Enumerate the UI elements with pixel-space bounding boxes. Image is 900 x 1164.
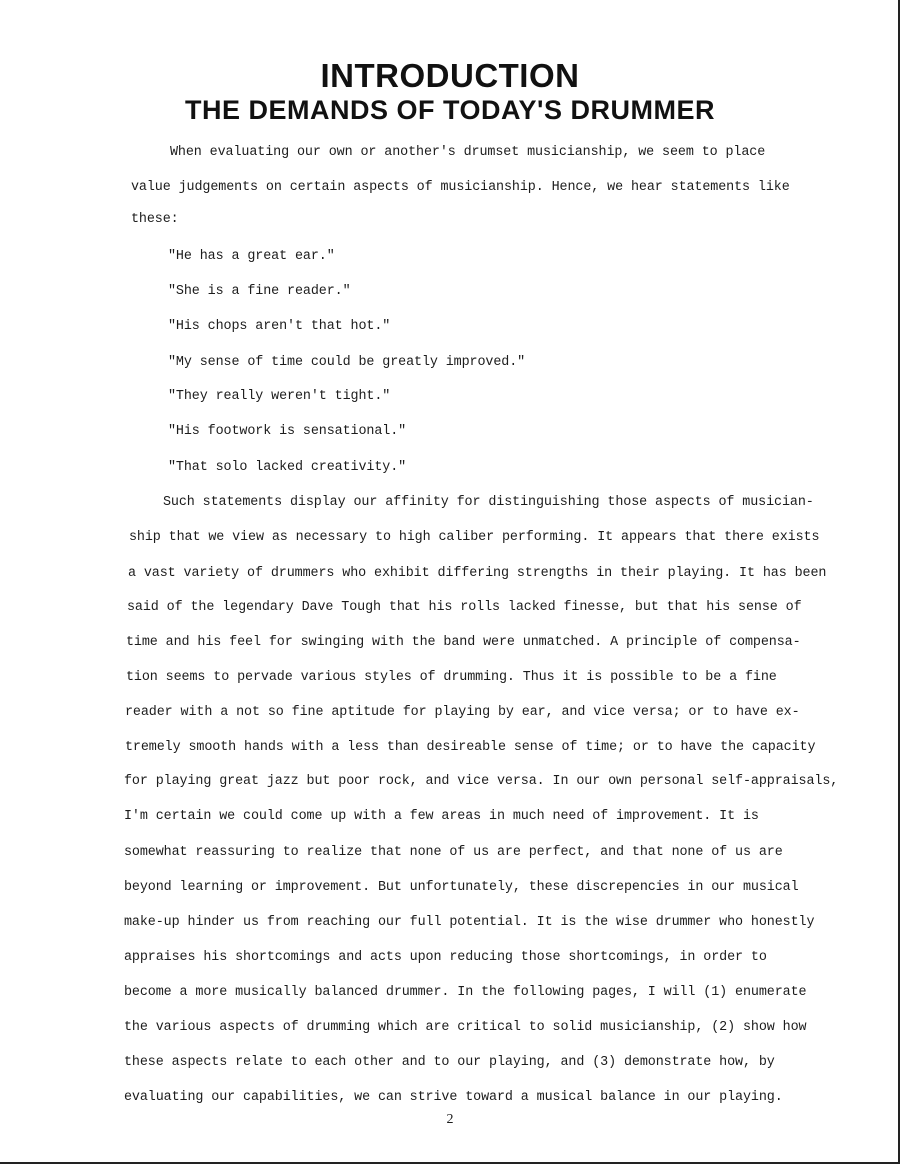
body-line: a vast variety of drummers who exhibit differing strengths in their playing. It has been [128, 566, 827, 581]
body-line: these aspects relate to each other and to our playing, and (3) demonstrate how, by [124, 1055, 775, 1070]
body-line: make-up hinder us from reaching our full potential. It is the wise drummer who honestly [124, 915, 815, 930]
body-line: I'm certain we could come up with a few areas in much need of improvement. It is [124, 809, 759, 824]
body-line: become a more musically balanced drummer. In the following pages, I will (1) enumerate [124, 985, 807, 1000]
page-subtitle: THE DEMANDS OF TODAY'S DRUMMER [185, 95, 715, 125]
quote-line: "My sense of time could be greatly improved." [168, 355, 526, 370]
body-line: for playing great jazz but poor rock, and vice versa. In our own personal self-appraisals, [124, 774, 839, 789]
page-number: 2 [446, 1112, 454, 1127]
body-line: reader with a not so fine aptitude for playing by ear, and vice versa; or to have ex- [125, 705, 800, 720]
intro-line: When evaluating our own or another's drumset musicianship, we seem to place [170, 145, 766, 160]
body-line: beyond learning or improvement. But unfortunately, these discrepencies in our musical [124, 880, 799, 895]
body-line: tremely smooth hands with a less than desireable sense of time; or to have the capacity [125, 740, 816, 755]
quote-line: "That solo lacked creativity." [168, 460, 407, 475]
body-line: evaluating our capabilities, we can strive toward a musical balance in our playing. [124, 1090, 783, 1105]
quote-line: "She is a fine reader." [168, 284, 351, 299]
quote-line: "His footwork is sensational." [168, 424, 407, 439]
page-title: INTRODUCTION [320, 57, 580, 94]
quote-line: "They really weren't tight." [168, 389, 391, 404]
quote-line: "He has a great ear." [168, 249, 335, 264]
intro-line: these: [131, 212, 179, 227]
body-line: Such statements display our affinity for distinguishing those aspects of musician- [163, 495, 814, 510]
body-line: tion seems to pervade various styles of drumming. Thus it is possible to be a fine [126, 670, 777, 685]
body-line: ship that we view as necessary to high caliber performing. It appears that there exists [129, 530, 820, 545]
intro-line: value judgements on certain aspects of musicianship. Hence, we hear statements like [131, 180, 790, 195]
body-line: appraises his shortcomings and acts upon reducing those shortcomings, in order to [124, 950, 767, 965]
quote-line: "His chops aren't that hot." [168, 319, 391, 334]
body-line: somewhat reassuring to realize that none of us are perfect, and that none of us are [124, 845, 783, 860]
body-line: time and his feel for swinging with the band were unmatched. A principle of compensa- [126, 635, 801, 650]
body-line: said of the legendary Dave Tough that his rolls lacked finesse, but that his sense of [127, 600, 802, 615]
body-line: the various aspects of drumming which are critical to solid musicianship, (2) show how [124, 1020, 807, 1035]
